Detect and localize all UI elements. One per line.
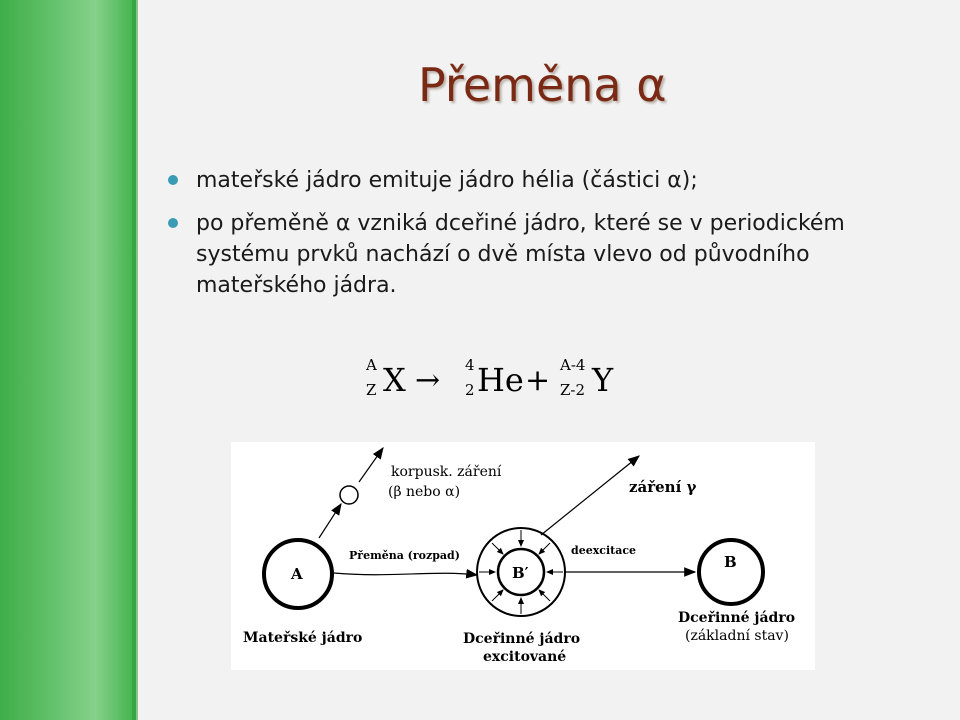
mother-nucleus-label: Mateřské jádro — [243, 630, 363, 646]
gamma-radiation-label: záření γ — [629, 478, 697, 496]
deexcitation-label: deexcitace — [571, 544, 637, 557]
bullet-dot-icon — [168, 218, 178, 228]
bullet-dot-icon — [168, 175, 178, 185]
bullet-item-2 — [168, 208, 928, 301]
equation-plus: + — [525, 363, 551, 398]
bullet-text-1: mateřské jádro emituje jádro hélia (částici α); — [196, 168, 698, 193]
daughter-atomic-number: Z-2 — [560, 381, 586, 399]
bullet-item-1 — [168, 165, 928, 196]
parent-mass-number: A — [366, 356, 377, 374]
gamma-arrow — [541, 456, 639, 535]
nucleus-b-excited-label: B′ — [512, 564, 529, 582]
transition-label: Přeměna (rozpad) — [349, 549, 460, 562]
emitted-particle-circle — [340, 486, 358, 504]
corpuscular-radiation-label: korpusk. záření — [391, 464, 502, 480]
equation-arrow: → — [415, 363, 441, 398]
decay-diagram — [231, 442, 815, 670]
alpha-atomic-number: 2 — [465, 381, 475, 399]
excited-daughter-label-2: excitované — [483, 649, 567, 665]
emission-arrow-upper — [359, 448, 383, 482]
corpuscular-radiation-sub: (β nebo α) — [388, 484, 461, 500]
alpha-mass-number: 4 — [465, 356, 475, 374]
bullet-list — [168, 165, 928, 313]
alpha-symbol: He — [477, 361, 524, 399]
ground-daughter-label-1: Dceřinné jádro — [678, 610, 796, 626]
nucleus-b-label: B — [724, 553, 737, 571]
slide-title: Přeměna α — [418, 58, 667, 112]
parent-atomic-number: Z — [366, 381, 377, 399]
excited-daughter-label-1: Dceřinné jádro — [463, 631, 581, 647]
bullet-text-2: po přeměně α vzniká dceřiné jádro, které se v periodickém systému prvků nachází o dvě místa vlevo od původního mateřského jádra. — [196, 211, 845, 298]
transition-arrow — [334, 573, 477, 575]
emission-arrow-lower — [319, 504, 341, 538]
decay-equation — [0, 350, 960, 414]
nucleus-a-label: A — [291, 565, 303, 583]
daughter-mass-number: A-4 — [560, 356, 586, 374]
daughter-symbol: Y — [592, 361, 614, 399]
ground-daughter-label-2: (základní stav) — [685, 628, 789, 644]
parent-symbol: X — [383, 361, 406, 399]
ground-state-circle — [699, 540, 763, 604]
